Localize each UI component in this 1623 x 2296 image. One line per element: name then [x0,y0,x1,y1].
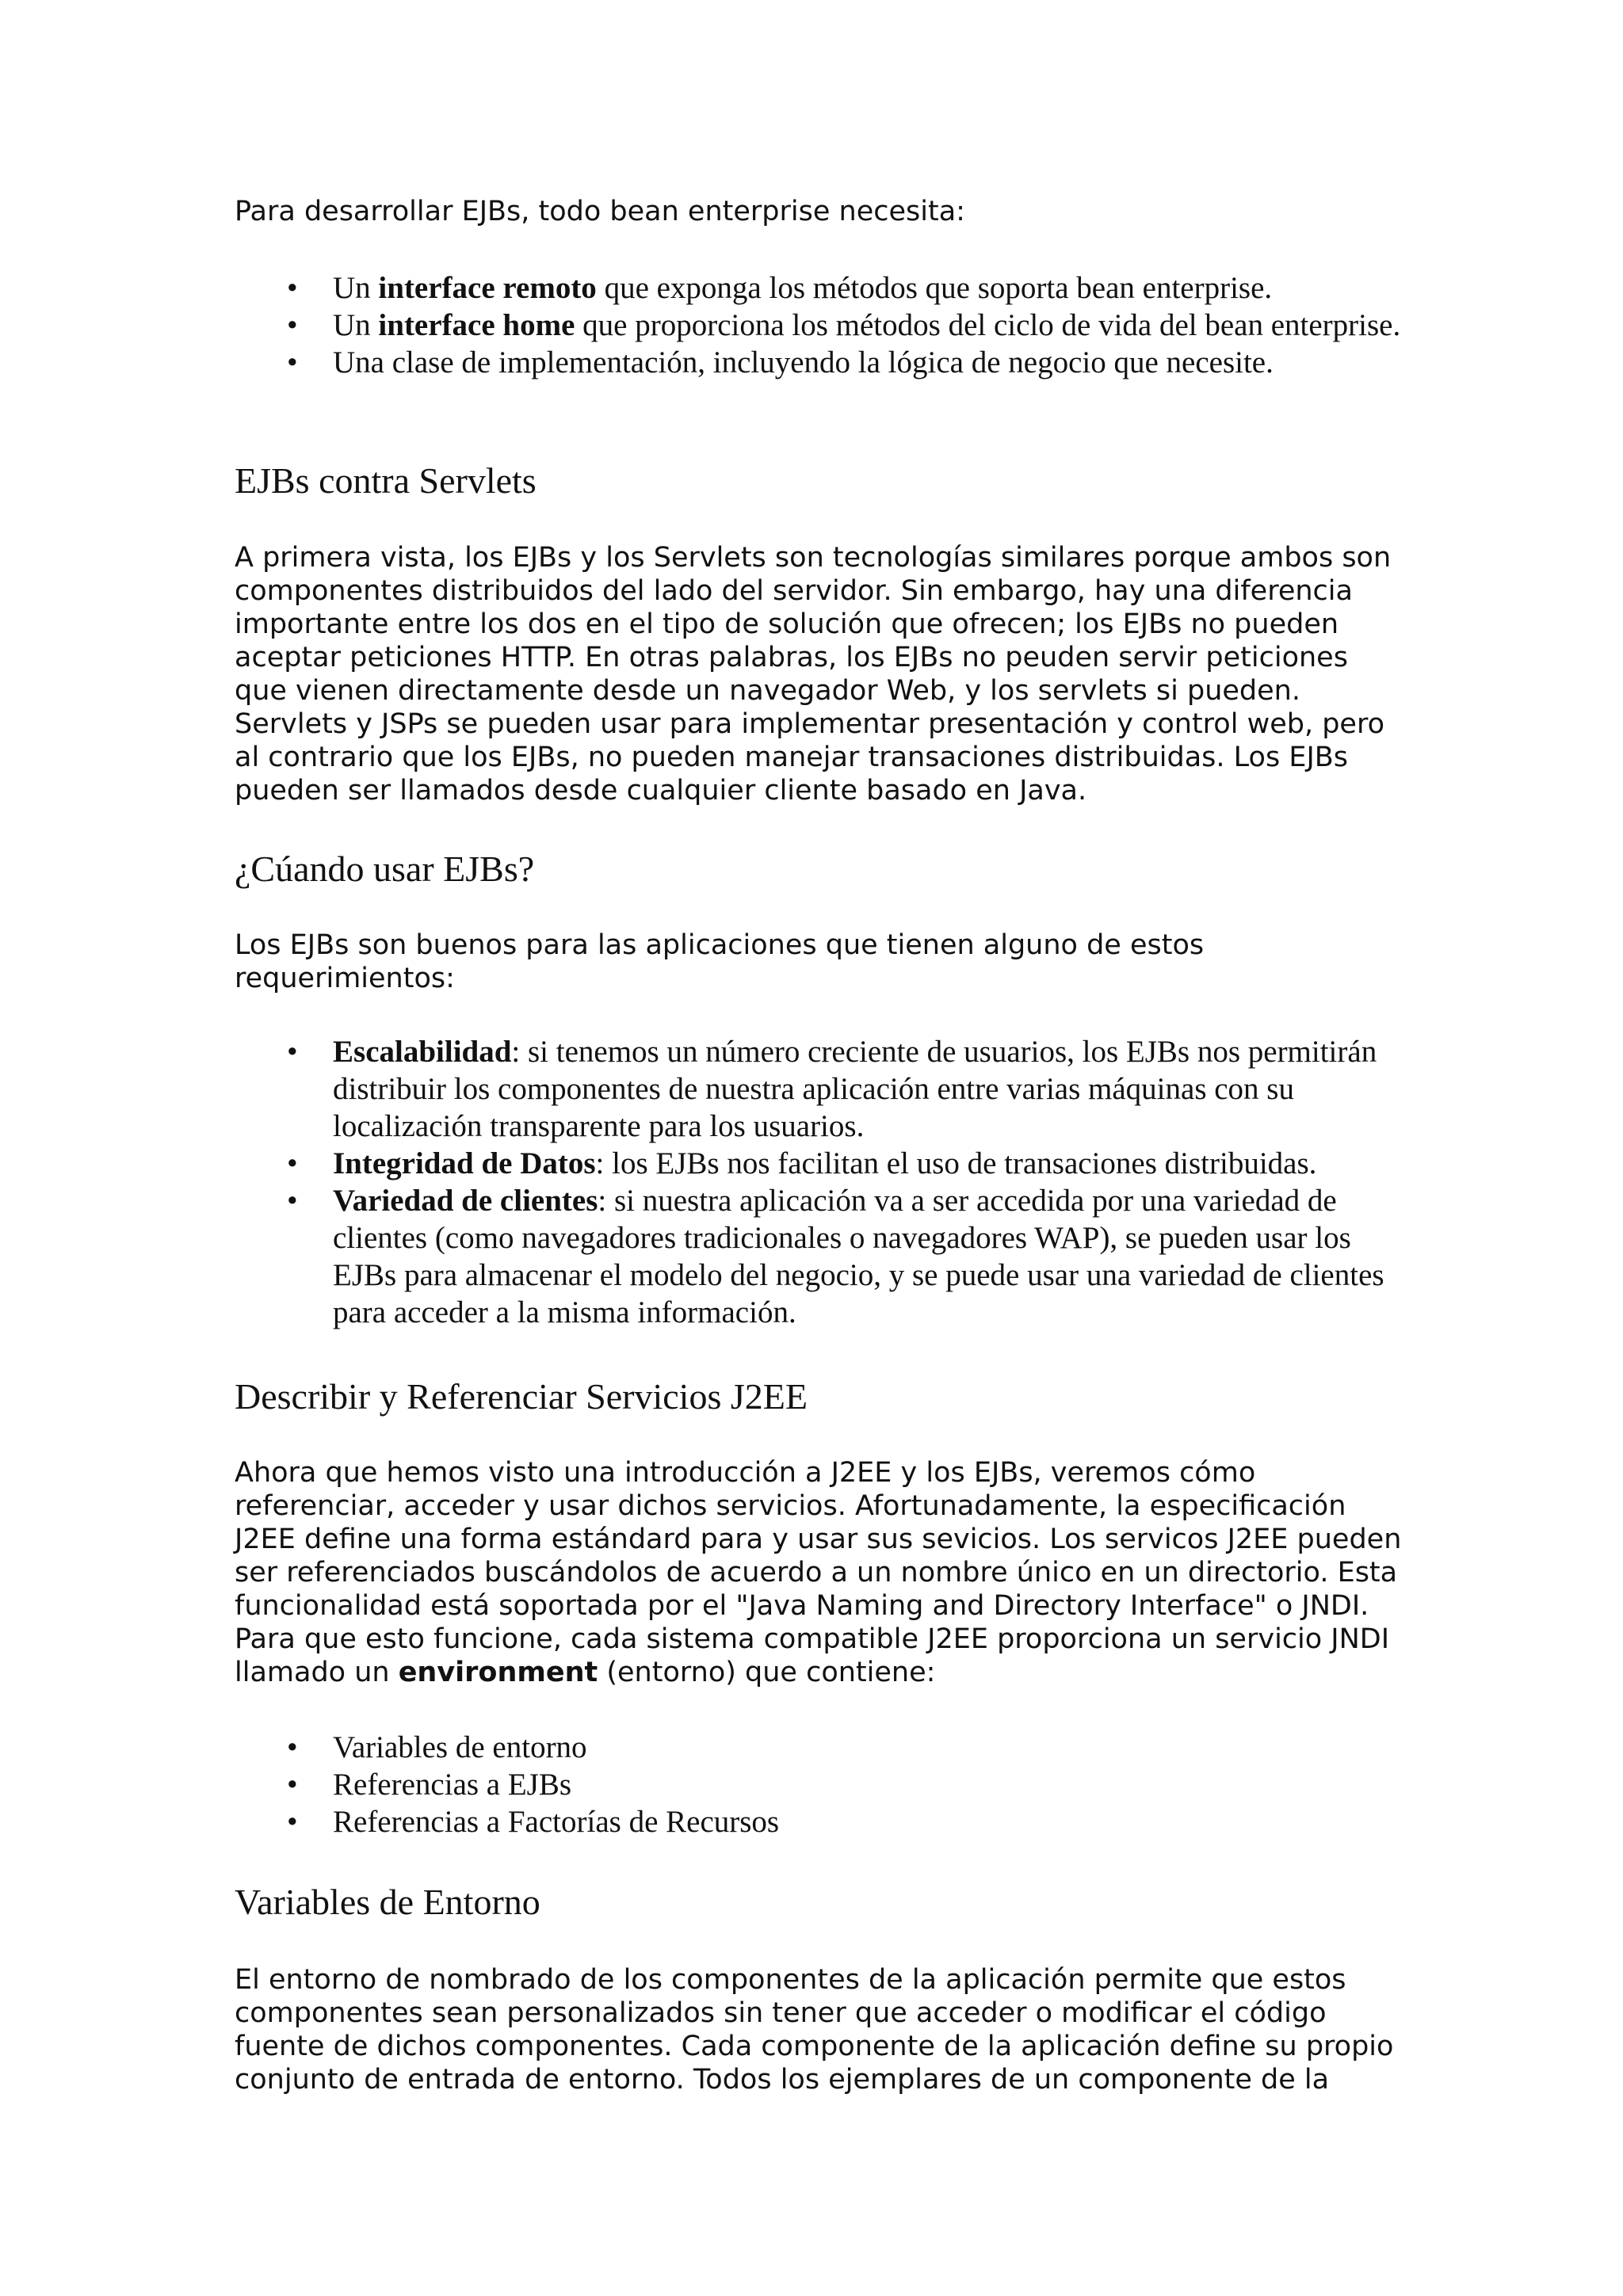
bullet-icon: • [287,1184,298,1218]
services-list [235,1729,1407,1840]
requirements-list [235,269,1407,381]
bullet-icon: • [287,1035,298,1069]
list-item: • Un interface remoto que exponga los métodos que soporta bean enterprise. [287,271,1273,305]
bullet-icon: • [287,1146,298,1180]
section-paragraph: El entorno de nombrado de los componentes de la aplicación permite que estos componentes sean personalizados sin tener que acceder o modificar el código fuente de dichos componentes. Cada componente de la aplicación define su propio conjunto de entrada de entorno. Todos los ejemplares de un componente de la [235,1964,1394,2096]
bullet-icon: • [287,271,298,305]
section-heading: EJBs contra Servlets [235,460,537,501]
section-paragraph: Ahora que hemos visto una introducción a J2EE y los EJBs, veremos cómo referenciar, acceder y usar dichos servicios. Afortunadamente, la especificación J2EE define una forma estándard para y usar sus sevicios. Los servicos J2EE pueden ser referenciados buscándolos de acuerdo a un nombre único en un directorio. Esta funcionalidad está soportada por el "Java Naming and Directory Interface" o JNDI. Para que esto funcione, cada sistema compatible J2EE proporciona un servicio JNDI llamado un environment (entorno) que contiene: [235,1457,1402,1688]
list-item: • Integridad de Datos: los EJBs nos facilitan el uso de transaciones distribuidas. [287,1146,1317,1180]
bullet-icon: • [287,1730,298,1764]
section-heading: ¿Cúando usar EJBs? [235,849,535,889]
bullet-icon: • [287,1768,298,1802]
intro-paragraph: Para desarrollar EJBs, todo bean enterprise necesita: [235,196,965,227]
bullet-icon: • [287,345,298,379]
section-paragraph: Los EJBs son buenos para las aplicaciones que tienen alguno de estos requerimientos: [235,929,1205,994]
section-paragraph: A primera vista, los EJBs y los Servlets son tecnologías similares porque ambos son componentes distribuidos del lado del servidor. Sin embargo, hay una diferencia importante entre los dos en el tipo de solución que ofrecen; los EJBs no pueden aceptar peticiones HTTP. En otras palabras, los EJBs no peuden servir peticiones que vienen directamente desde un navegador Web, y los servlets si pueden. Servlets y JSPs se pueden usar para implementar presentación y control web, pero al contrario que los EJBs, no pueden manejar transaciones distribuidas. Los EJBs pueden ser llamados desde cualquier cliente basado en Java. [235,542,1392,807]
section-heading: Variables de Entorno [235,1882,540,1922]
list-item: • Un interface home que proporciona los métodos del ciclo de vida del bean enterprise. [287,308,1401,342]
list-item: • Referencias a EJBs [287,1768,572,1802]
bullet-icon: • [287,308,298,342]
section-heading: Describir y Referenciar Servicios J2EE [235,1376,808,1417]
list-item: • Variables de entorno [287,1730,587,1764]
list-item: • Escalabilidad: si tenemos un número creciente de usuarios, los EJBs nos permitirán distribuir los componentes de nuestra aplicación entre varias máquinas con su localización transparente para los usuarios. [287,1035,1377,1143]
list-item: • Variedad de clientes: si nuestra aplicación va a ser accedida por una variedad de clientes (como navegadores tradicionales o navegadores WAP), se pueden usar los EJBs para almacenar el modelo del negocio, y se puede usar una variedad de clientes para acceder a la misma información. [287,1184,1384,1329]
list-item: • Referencias a Factorías de Recursos [287,1805,780,1839]
bullet-icon: • [287,1805,298,1839]
list-item: • Una clase de implementación, incluyendo la lógica de negocio que necesite. [287,345,1274,379]
criteria-list [235,1033,1407,1331]
